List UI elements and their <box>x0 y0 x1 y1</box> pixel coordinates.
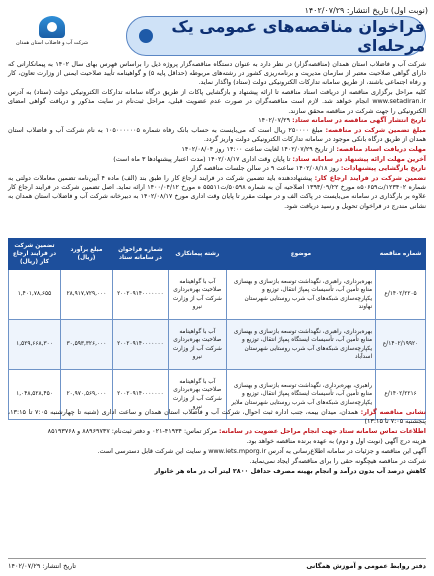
info-item: تاریخ انتشار آگهی مناقصه در سامانه ستاد: ۱۴۰۲/۰۷/۲۹ <box>258 116 426 125</box>
cell: ۱,۵۲۹,۶۶۸,۳۰۰ <box>9 320 61 370</box>
cell: آب با گواهینامه صلاحیت بهره‌برداری شرکت آب از وزارت نیرو <box>168 270 226 320</box>
top-bar <box>6 4 428 16</box>
cell: بهره‌برداری، راهبری، نگهداشت توسعه بازسازی و بهسازی منابع تأمین آب، تأسیسات ایستگاه پمپاژ انتقال، توزیع و یکپارچه‌سازی شبکه‌های آب شرب روستایی شهرستان اسدآباد <box>226 320 375 370</box>
cell: ۱۴۰۲/۲۲۰۵/ع <box>376 270 426 320</box>
publish-date: تاریخ انتشار: ۱۴۰۲/۰۷/۲۹ <box>8 562 77 570</box>
cell: ۲۸,۹۱۷,۷۲۹,۰۰۰ <box>60 270 112 320</box>
page-title: فراخوان مناقصه‌های عمومی یک مرحله‌ای <box>171 17 425 55</box>
info-item: تضمین شرکت در فرایند ارجاع کار: پیشنهاددهنده باید تضمین شرکت در فرایند ارجاع کار را طبق بند (الف) ماده ۴ آیین‌نامه تضمین معاملات دولتی به شماره ۱۲۳۴۰۲/ت۵۰۶۵۹ه مورخ ۱۳۹۴/۰۹/۲۲ اصلاحیه آن به شماره ۵۰۵۹۸/ت۵۵۵۱۱ ه مورخ ۱۴۰۰/۰۴/۱۲ ارائه نماید. اصل تضمین شرکت در فرایند ارجاع کار علاوه بر بارگذاری در سامانه می‌بایست در پاکت الف و در مهلت مقرر تا پایان وقت اداری مورخ ۱۴۰۲/۰۸/۱۷ به دبیرخانه شرکت آب و فاضلاب استان همدان به نشانی مندرج در فراخوان تحویل و رسید دریافت شود. <box>8 173 427 210</box>
footer-section <box>8 408 426 477</box>
info-item: مبلغ تضمین شرکت در مناقصه: مبلغ ۲۵۰۰۰۰ ریال است که می‌بایست به حساب بانک رفاه شماره ۱۰۵۰۰۰۰۰۰۵ به نام شرکت آب و فاضلاب استان همدان از طریق درگاه بانکی موجود در سامانه تدارکات الکترونیکی دولت واریز گردد. <box>8 125 426 144</box>
bottom-bar <box>8 558 426 570</box>
cell: بهره‌برداری، راهبری، نگهداشت توسعه بازسازی و بهسازی منابع تأمین آب، تأسیسات پمپاژ انتقال، توزیع و یکپارچه‌سازی شبکه‌های آب شرب روستایی شهرستان نهاوند <box>226 270 375 320</box>
info-item: آخرین مهلت ارائه پیشنهاد در سامانه ستاد: تا پایان وقت اداری ۱۴۰۲/۰۸/۱۷ (مدت اعتبار پیشنهادها ۳ ماه است) <box>113 154 426 163</box>
cell: راهبری، بهره‌برداری، نگهداشت توسعه بازسازی و بهسازی منابع تأمین آب، تأسیسات ایستگاه پمپاژ انتقال، توزیع و یکپارچه‌سازی شبکه‌های آب شرب روستایی شهرستان ملایر <box>226 370 375 420</box>
cell: ۱۴۰۲/۲۲۱۶/ع <box>376 370 426 420</box>
col-header: شماره مناقصه <box>376 239 426 270</box>
footer-item: کاهش درصد آب بدون درآمد و انجام بهینه مصرف حداقل ۲۸۰۰ لیتر آب در ماه هر خانوار <box>154 466 426 475</box>
cell: آب با گواهینامه صلاحیت بهره‌برداری شرکت آب از وزارت نیرو <box>168 320 226 370</box>
tender-table <box>8 238 426 420</box>
company-logo <box>6 16 98 56</box>
cell: ۱,۰۴۸,۵۲۸,۴۵۰ <box>9 370 61 420</box>
table-row <box>9 270 426 320</box>
cell: ۲۰,۹۷۰,۵۶۹,۰۰۰ <box>60 370 112 420</box>
logo-text: شرکت آب و فاضلاب استان همدان <box>15 40 89 46</box>
water-drop-icon <box>39 16 65 38</box>
table-header-row <box>9 239 426 270</box>
footer-item: آگهی این مناقصه و جزئیات در سامانه اطلاع‌رسانی به آدرس www.iets.mporg.ir و سایت این شرکت قابل دسترسی است. <box>97 447 426 456</box>
col-header: رشته پیمانکاری <box>168 239 226 270</box>
intro-section <box>8 60 426 211</box>
cell: ۲۰۰۲۰۹۱۴۰۰۰۰۰۰۰ <box>112 370 168 420</box>
footer-item: اطلاعات تماس سامانه ستاد جهت انجام مراحل عضویت در سامانه: مرکز تماس: ۴۱۹۳۴-۰۲۱ و دفتر ثبت‌نام: ۸۸۹۶۹۷۳۷ و ۸۵۱۹۳۷۶۸ <box>47 427 426 436</box>
footer-item: نشانی مناقصه گزار: همدان، میدان بیمه، جنب اداره ثبت احوال، شرکت آب و فاضلاب استان همدان و ساعت اداری (شنبه تا چهارشنبه ۷:۰۵ تا ۱۳:۱۵، پنجشنبه ۷:۰۵ تا ۱۳:۱۵) <box>8 408 426 426</box>
table-row <box>9 320 426 370</box>
info-item: تاریخ بازگشایی پیشنهادات: روز ۱۴۰۲/۰۸/۱۸ ساعت ۹ در سالن جلسات مناقصه گزار <box>190 164 426 173</box>
pr-office: دفتر روابط عمومی و آموزش همگانی <box>306 562 426 570</box>
col-header: مبلغ برآورد (ریال) <box>60 239 112 270</box>
col-header: موضوع <box>226 239 375 270</box>
footer-item: هزینه درج آگهی (نوبت اول و دوم) به عهده برنده مناقصه خواهد بود. <box>246 437 426 446</box>
intro-paragraph: کلیه مراحل برگزاری مناقصه از دریافت اسناد مناقصه تا ارائه پیشنهاد و بازگشایی پاکات از طریق درگاه سامانه تدارکات الکترونیکی دولت (ستاد) به آدرس www.setadiran.ir انجام خواهد شد. لازم است مناقصه‌گران در صورت عدم عضویت قبلی، مراحل ثبت‌نام در سایت مذکور و دریافت گواهی امضای الکترونیکی را جهت شرکت در مناقصه محقق سازند. <box>8 88 426 115</box>
footer-item: شرکت در مناقصه هیچگونه حقی را برای مناقصه‌گر ایجاد نمی‌نماید. <box>249 457 426 466</box>
cell: ۳۰,۵۹۳,۳۲۶,۰۰۰ <box>60 320 112 370</box>
cell: ۱,۴۰۱,۷۸,۶۵۵ <box>9 270 61 320</box>
cell: ۲۰۰۲۰۹۱۴۰۰۰۰۰۰۰ <box>112 270 168 320</box>
notice-date: (نوبت اول) تاریخ انتشار: ۱۴۰۲/۰۷/۲۹ <box>304 5 428 15</box>
title-banner <box>126 16 426 56</box>
cell: ۲۰۰۲۰۹۱۴۰۰۰۰۰۰۰ <box>112 320 168 370</box>
intro-paragraph: شرکت آب و فاضلاب استان همدان (مناقصه‌گزار) در نظر دارد به عنوان دستگاه مناقصه‌گزار پروژه ذیل را براساس فهرس بهای سال ۱۴۰۲ به پیمانکارانی که دارای گواهی صلاحیت معتبر از سازمان مدیریت و برنامه‌ریزی کشور در رشته‌های مربوطه (حداقل پایه ۵) و گواهینامه تأیید صلاحیت ایمنی از وزارت تعاون، کار و رفاه اجتماعی باشند، از طریق سامانه تدارکات الکترونیکی دولت (ستاد) واگذار نماید. <box>8 60 426 87</box>
col-header: تضمین شرکت در فرایند ارجاع کار (ریال) <box>9 239 61 270</box>
info-item: مهلت دریافت اسناد مناقصه: از تاریخ ۱۴۰۲/۰۷/۲۹ لغایت ساعت ۱۴:۰۰ روز ۱۴۰۲/۰۸/۰۴ <box>181 144 426 153</box>
cell: آب با گواهینامه صلاحیت بهره‌برداری شرکت آب از وزارت نیرو <box>168 370 226 420</box>
cell: ۱۴۰۲/۱۹۹۲۰/ع <box>376 320 426 370</box>
banner-pin-icon <box>139 29 153 43</box>
col-header: شماره فراخوان در سامانه ستاد <box>112 239 168 270</box>
